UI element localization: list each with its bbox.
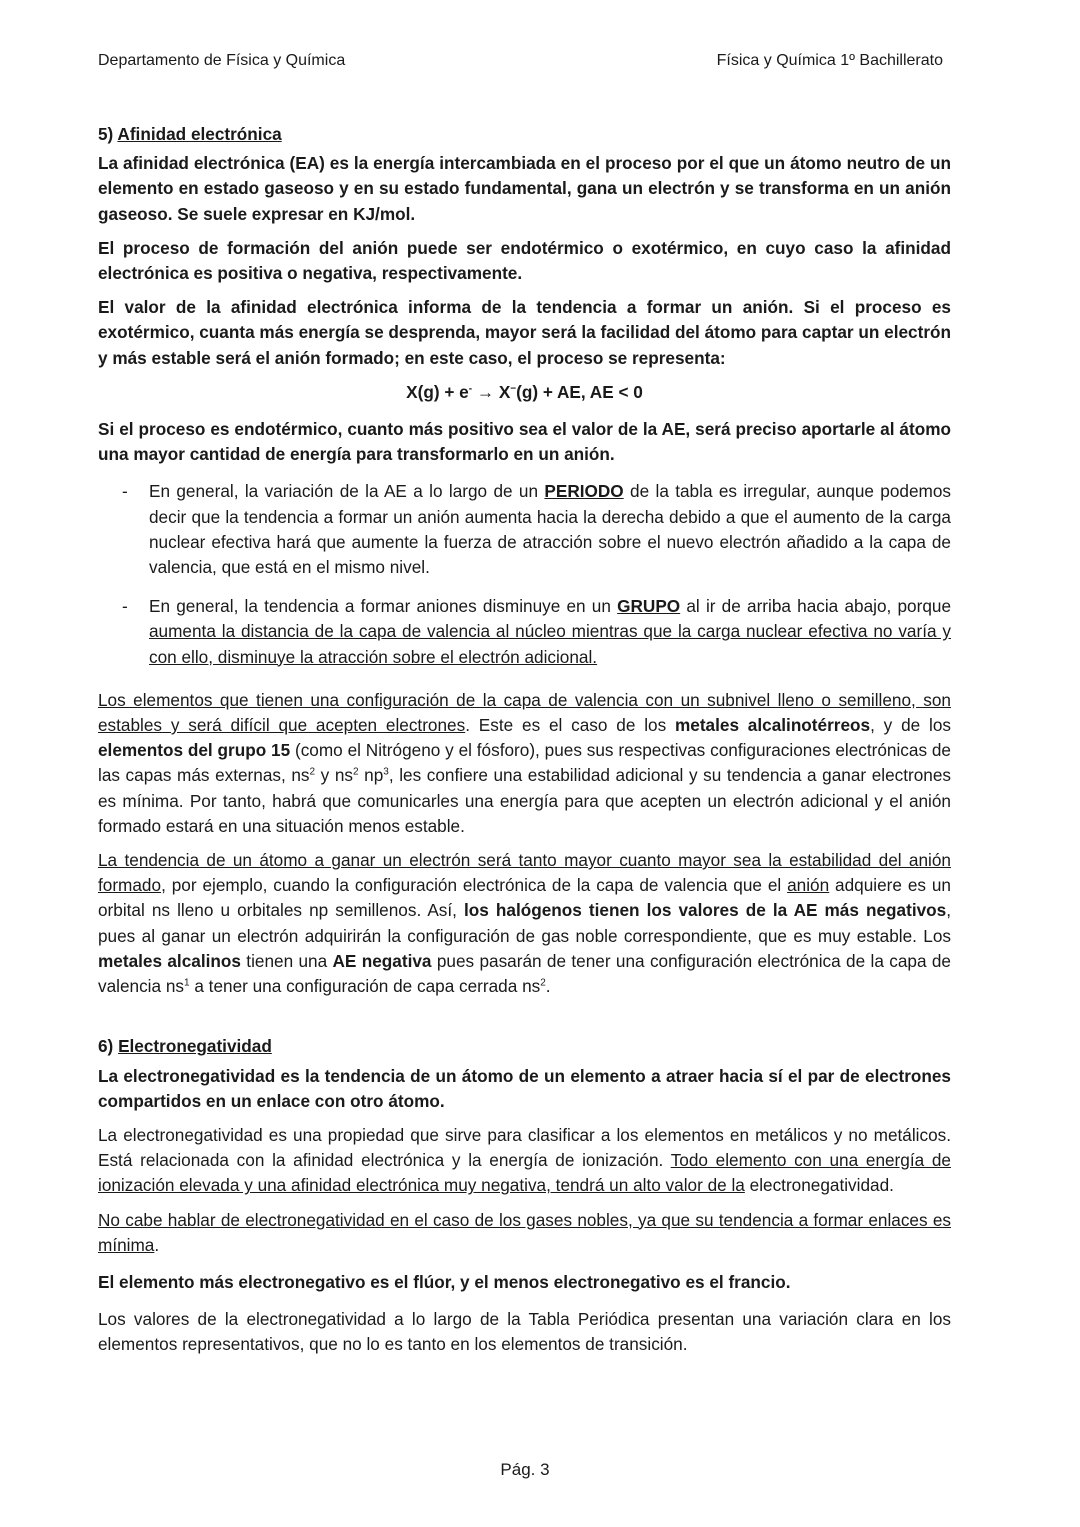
s6-extremes: El elemento más electronegativo es el flúor, y el menos electronegativo es el francio. bbox=[98, 1271, 791, 1292]
s5-bullet-periodo: - En general, la variación de la AE a lo largo de un PERIODO de la tabla es irregular, aunque podemos decir que la tendencia a formar un anión aumenta hacia la derecha debido a que el aumento de la carga nuclear efectiva hará que aumente la fuerza de atracción sobre el nuevo electrón añadido a la capa de valencia, que está en el mismo nivel. bbox=[122, 481, 951, 578]
s5-definition: La afinidad electrónica (EA) es la energía intercambiada en el proceso por el que un átomo neutro de un elemento en estado gaseoso y en su estado fundamental, gana un electrón y se transforma en un anión gaseoso. Se suele expresar en KJ/mol. bbox=[98, 153, 951, 224]
section-6-title: 6) Electronegatividad bbox=[98, 1036, 272, 1057]
s5-anion-stability: La tendencia de un átomo a ganar un electrón será tanto mayor cuanto mayor sea la estabilidad del anión formado, por ejemplo, cuando la configuración electrónica de la capa de valencia que el anión adquiere es un orbital ns lleno u orbitales np semillenos. Así, los halógenos tienen los valores de la AE más negativos, pues al ganar un electrón adquirirán la configuración de gas noble correspondiente, que es muy estable. Los metales alcalinos tienen una AE negativa pues pasarán de tener una configuración electrónica de la capa de valencia $ns^1$ a tener una configuración de capa cerrada $ns^2$. bbox=[98, 850, 951, 997]
s5-formula: X(g) + e- → X−(g) + AE, AE < 0 bbox=[406, 381, 643, 402]
page-header bbox=[98, 52, 943, 70]
s6-property: La electronegatividad es una propiedad que sirve para clasificar a los elementos en metálicos y no metálicos. Está relacionada con la afinidad electrónica y la energía de ionización. Todo elemento con una energía de ionización elevada y una afinidad electrónica muy negativa, tendrá un alto valor de la electronegatividad. bbox=[98, 1124, 951, 1196]
section-5-title-text: Afinidad electrónica bbox=[117, 124, 282, 144]
s6-definition: La electronegatividad es la tendencia de un átomo de un elemento a atraer hacia sí el par de electrones compartidos en un enlace con otro átomo. bbox=[98, 1065, 951, 1111]
section-5-title: 5) Afinidad electrónica bbox=[98, 124, 282, 144]
s6-noble-gases: No cabe hablar de electronegatividad en el caso de los gases nobles, ya que su tendencia a formar enlaces es mínima. bbox=[98, 1209, 951, 1255]
s6-variation: Los valores de la electronegatividad a lo largo de la Tabla Periódica presentan una variación clara en los elementos representativos, que no lo es tanto en los elementos de transición. bbox=[98, 1309, 951, 1355]
s5-exothermic: El valor de la afinidad electrónica informa de la tendencia a formar un anión. Si el proceso es exotérmico, cuanta más energía se desprenda, mayor será la facilidad del átomo para captar un electrón y más estable será el anión formado; en este caso, el proceso se representa: bbox=[98, 297, 952, 368]
s5-process-sign: El proceso de formación del anión puede ser endotérmico o exotérmico, en cuyo caso la afinidad electrónica es positiva o negativa, respectivamente. bbox=[98, 237, 951, 284]
s5-stable-configurations: Los elementos que tienen una configuración de la capa de valencia con un subnivel lleno o semilleno, son estables y será difícil que acepten electrones. Este es el caso de los metales alcalinotérreos, y de los elementos del grupo 15 (como el Nitrógeno y el fósforo), pues sus respectivas configuraciones electrónicas de las capas más externas, $ns^2$ y $ns^2$ $np^3$, les confiere una estabilidad adicional y su tendencia a ganar electrones es mínima. Por tanto, habrá que comunicarles una energía para que acepten un electrón adicional y el anión formado estará en una situación menos estable. bbox=[98, 689, 951, 836]
page-content bbox=[98, 122, 951, 1367]
section-6-title-text: Electronegatividad bbox=[118, 1036, 272, 1057]
s5-bullet-grupo: - En general, la tendencia a formar aniones disminuye en un GRUPO al ir de arriba hacia abajo, porque aumenta la distancia de la capa de valencia al núcleo mientras que la carga nuclear efectiva no varía y con ello, disminuye la atracción sobre el electrón adicional. bbox=[122, 596, 951, 667]
keyword-periodo: PERIODO bbox=[544, 481, 624, 502]
header-department: Departamento de Física y Química bbox=[98, 52, 346, 69]
header-course: Física y Química 1º Bachillerato bbox=[716, 52, 943, 69]
page-number: Pág. 3 bbox=[500, 1460, 550, 1479]
keyword-grupo: GRUPO bbox=[617, 596, 681, 617]
s5-endothermic: Si el proceso es endotérmico, cuanto más positivo sea el valor de la AE, será preciso aportarle al átomo una mayor cantidad de energía para transformarlo en un anión. bbox=[98, 419, 951, 465]
